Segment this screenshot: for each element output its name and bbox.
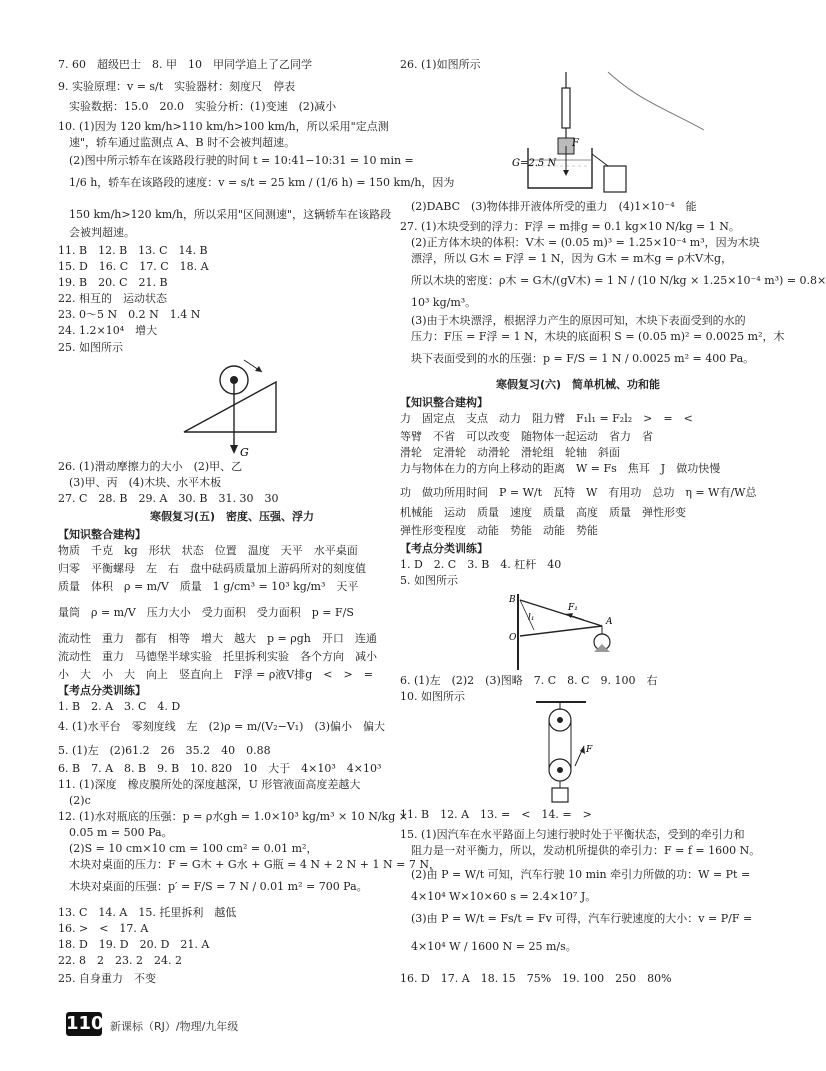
answer-line: (2)正方体木块的体积：V木 = (0.05 m)³ = 1.25×10⁻⁴ m³，因为木块: [400, 236, 760, 249]
answer-line: (2)图中所示轿车在该路段行驶的时间 t = 10:41−10:31 = 10 min =: [58, 154, 414, 167]
answer-line: 质量 体积 ρ = m/V 质量 1 g/cm³ = 10³ kg/m³ 天平: [58, 580, 359, 593]
answer-line: 阻力是一对平衡力，所以，发动机所提供的牵引力：F = f = 1600 N。: [400, 844, 761, 857]
subsection-title: 【知识整合建构】: [400, 396, 488, 409]
incline-diagram: [180, 350, 300, 460]
answer-line: 5. (1)左 (2)61.2 26 35.2 40 0.88: [58, 744, 271, 757]
answer-line: 弹性形变程度 动能 势能 动能 势能: [400, 524, 598, 537]
answer-line: 27. (1)木块受到的浮力：F浮 = m排g = 0.1 kg×10 N/kg = 1 N。: [400, 220, 740, 233]
subsection-title: 【考点分类训练】: [400, 542, 488, 555]
section-title: 寒假复习(六) 简单机械、功和能: [496, 378, 661, 391]
arm-l1-label: l₁: [528, 613, 535, 623]
answer-line: 归零 平衡螺母 左 右 盘中砝码质量加上游码所对的刻度值: [58, 562, 366, 575]
subsection-title: 【知识整合建构】: [58, 528, 146, 541]
point-o-label: O: [509, 633, 517, 643]
answer-line: (2)S = 10 cm×10 cm = 100 cm² = 0.01 m²，: [58, 842, 318, 855]
answer-line: (3)甲、丙 (4)木块、水平木板: [58, 476, 222, 489]
answer-line: 16. > < 17. A: [58, 922, 149, 935]
answer-line: 压力：F压 = F浮 = 1 N，木块的底面积 S = (0.05 m)² = 0.0025 m²，木: [400, 330, 785, 343]
answer-line: 4×10⁴ W / 1600 N = 25 m/s。: [400, 940, 577, 953]
answer-line: 26. (1)滑动摩擦力的大小 (2)甲、乙: [58, 460, 243, 473]
answer-line: 13. C 14. A 15. 托里拆利 越低: [58, 906, 237, 919]
answer-line: 机械能 运动 质量 速度 质量 高度 质量 弹性形变: [400, 506, 686, 519]
answer-line: 1/6 h，轿车在该路段的速度：v = s/t = 25 km / (1/6 h) = 150 km/h，因为: [58, 176, 455, 189]
answer-line: (3)由于木块漂浮，根据浮力产生的原因可知，木块下表面受到的水的: [400, 314, 746, 327]
answer-line: 木块对桌面的压强：p′ = F/S = 7 N / 0.01 m² = 700 Pa。: [58, 880, 368, 893]
answer-line: (2)c: [58, 794, 91, 807]
buoyancy-experiment-diagram: [508, 70, 708, 200]
answer-line: (3)由 P = W/t = Fs/t = Fv 可得，汽车行驶速度的大小：v = P/F =: [400, 912, 753, 925]
answer-line: 11. B 12. A 13. = < 14. = >: [400, 808, 592, 821]
footer-text: 新课标（RJ）/物理/九年级: [110, 1020, 239, 1033]
answer-line: 25. 如图所示: [58, 341, 123, 354]
answer-line: 1. B 2. A 3. C 4. D: [58, 700, 181, 713]
answer-line: 小 大 小 大 向上 竖直向上 F浮 = ρ液V排g < > =: [58, 668, 373, 681]
answer-line: 6. B 7. A 8. B 9. B 10. 820 10 大于 4×10³ 4×10³: [58, 762, 382, 775]
answer-line: 10. 如图所示: [400, 690, 465, 703]
answer-line: 力 固定点 支点 动力 阻力臂 F₁l₁ = F₂l₂ > = <: [400, 412, 693, 425]
answer-line: 块下表面受到的水的压强：p = F/S = 1 N / 0.0025 m² = 400 Pa。: [400, 352, 755, 365]
answer-line: 力与物体在力的方向上移动的距离 W = Fs 焦耳 J 做功快慢: [400, 462, 721, 475]
answer-line: 11. B 12. B 13. C 14. B: [58, 244, 208, 257]
answer-line: 1. D 2. C 3. B 4. 杠杆 40: [400, 558, 562, 571]
point-a-label: A: [606, 617, 613, 627]
section-title: 寒假复习(五) 密度、压强、浮力: [150, 510, 315, 523]
force-label: F: [572, 138, 579, 149]
answer-line: 16. D 17. A 18. 15 75% 19. 100 250 80%: [400, 972, 672, 985]
answer-line: 22. 相互的 运动状态: [58, 292, 167, 305]
answer-line: 物质 千克 kg 形状 状态 位置 温度 天平 水平桌面: [58, 544, 358, 557]
answer-line: 18. D 19. D 20. D 21. A: [58, 938, 210, 951]
answer-line: 速"，轿车通过监测点 A、B 时不会被判超速。: [58, 136, 296, 149]
answer-line: 27. C 28. B 29. A 30. B 31. 30 30: [58, 492, 279, 505]
force-f1-label: F₁: [568, 603, 578, 613]
answer-line: 15. (1)因汽车在水平路面上匀速行驶时处于平衡状态，受到的牵引力和: [400, 828, 745, 841]
answer-line: 流动性 重力 都有 相等 增大 越大 p = ρgh 开口 连通: [58, 632, 377, 645]
answer-line: 9. 实验原理：v = s/t 实验器材：刻度尺 停表: [58, 80, 296, 93]
pulley-force-label: F: [586, 745, 593, 755]
answer-line: 所以木块的密度：ρ木 = G木/(gV木) = 1 N / (10 N/kg × 1.25×10⁻⁴ m³) = 0.8×: [400, 274, 826, 287]
answer-line: 流动性 重力 马德堡半球实验 托里拆利实验 各个方向 减小: [58, 650, 377, 663]
page-number: 110: [66, 1013, 104, 1034]
answer-line: (2)由 P = W/t 可知，汽车行驶 10 min 牵引力所做的功：W = Pt =: [400, 868, 751, 881]
answer-line: 滑轮 定滑轮 动滑轮 滑轮组 轮轴 斜面: [400, 446, 620, 459]
answer-line: 10. (1)因为 120 km/h>110 km/h>100 km/h，所以采用"定点测: [58, 120, 389, 133]
answer-line: 漂浮，所以 G木 = F浮 = 1 N，因为 G木 = m木g = ρ木V木g，: [400, 252, 733, 265]
answer-line: 4×10⁴ W×10×60 s = 2.4×10⁷ J。: [400, 890, 597, 903]
answer-line: 26. (1)如图所示: [400, 58, 481, 71]
subsection-title: 【考点分类训练】: [58, 684, 146, 697]
answer-line: 150 km/h>120 km/h，所以采用"区间测速"，这辆轿车在该路段: [58, 208, 392, 221]
answer-line: 等臂 不省 可以改变 随物体一起运动 省力 省: [400, 430, 653, 443]
answer-line: 0.05 m = 500 Pa。: [58, 826, 173, 839]
answer-line: 功 做功所用时间 P = W/t 瓦特 W 有用功 总功 η = W有/W总: [400, 486, 757, 499]
answer-line: 24. 1.2×10⁴ 增大: [58, 324, 158, 337]
answer-line: 木块对桌面的压力：F = G木 + G水 + G瓶 = 4 N + 2 N + 1 N = 7 N，: [58, 858, 440, 871]
answer-line: 实验数据：15.0 20.0 实验分析：(1)变速 (2)减小: [58, 100, 337, 113]
answer-line: 会被判超速。: [58, 226, 135, 239]
point-b-label: B: [509, 595, 516, 605]
answer-line: 7. 60 超级巴士 8. 甲 10 甲同学追上了乙同学: [58, 58, 312, 71]
lever-diagram: [506, 590, 636, 672]
pulley-diagram: [530, 700, 610, 806]
answer-line: 25. 自身重力 不变: [58, 972, 156, 985]
answer-line: 4. (1)水平台 零刻度线 左 (2)ρ = m/(V₂−V₁) (3)偏小 偏大: [58, 720, 386, 733]
answer-line: 11. (1)深度 橡皮膜所处的深度越深，U 形管液面高度差越大: [58, 778, 361, 791]
answer-line: 12. (1)水对瓶底的压强：p = ρ水gh = 1.0×10³ kg/m³ × 10 N/kg ×: [58, 810, 408, 823]
weight-label: G=2.5 N: [512, 158, 557, 169]
answer-line: 量筒 ρ = m/V 压力大小 受力面积 受力面积 p = F/S: [58, 606, 354, 619]
answer-line: 15. D 16. C 17. C 18. A: [58, 260, 209, 273]
answer-line: 10³ kg/m³。: [400, 296, 477, 309]
answer-line: 5. 如图所示: [400, 574, 458, 587]
gravity-label: G: [240, 446, 249, 459]
answer-line: 19. B 20. C 21. B: [58, 276, 168, 289]
answer-line: (2)DABC (3)物体排开液体所受的重力 (4)1×10⁻⁴ 能: [400, 200, 697, 213]
answer-line: 23. 0～5 N 0.2 N 1.4 N: [58, 308, 201, 321]
answer-line: 6. (1)左 (2)2 (3)图略 7. C 8. C 9. 100 右: [400, 674, 658, 687]
answer-line: 22. 8 2 23. 2 24. 2: [58, 954, 182, 967]
